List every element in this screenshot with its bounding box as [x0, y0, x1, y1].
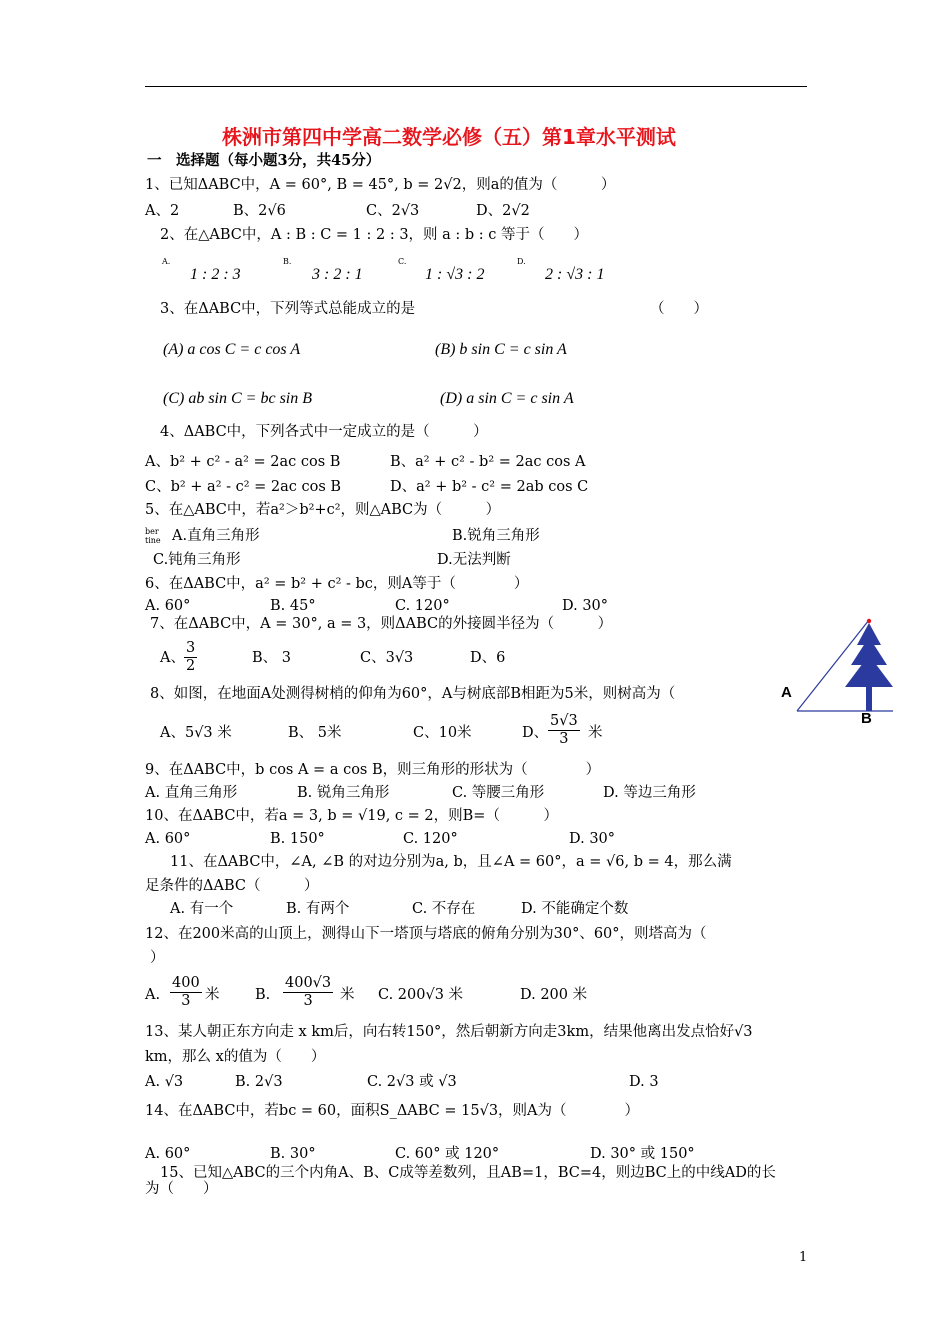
q5-option-b: B.锐角三角形 — [452, 528, 540, 544]
fig-label-b: B — [861, 710, 872, 725]
q6-stem: 6、在ΔABC中，a² = b² + c² - bc，则A等于（ ） — [145, 576, 529, 592]
q11-option-a: A. 有一个 — [170, 901, 234, 917]
q8-option-a: A、5√3 米 — [160, 725, 232, 741]
q13-option-c: C. 2√3 或 √3 — [367, 1074, 457, 1090]
q14-option-a: A. 60° — [145, 1146, 191, 1162]
q15-stem-line2: 为（ ） — [145, 1181, 218, 1197]
q5-stem: 5、在△ABC中，若a²＞b²+c²，则△ABC为（ ） — [145, 502, 501, 518]
q8-fraction-denominator: 3 — [559, 730, 569, 747]
q3-option-c: (C) ab sin C = bc sin B — [163, 390, 313, 407]
q10-stem: 10、在ΔABC中，若a = 3, b = √19, c = 2，则B=（ ） — [145, 808, 558, 824]
q6-option-c: C. 120° — [395, 598, 450, 614]
q7-fraction-denominator: 2 — [186, 657, 196, 674]
q14-option-c: C. 60° 或 120° — [395, 1146, 500, 1162]
q15-stem-line1: 15、已知△ABC的三个内角A、B、C成等差数列，且AB=1，BC=4，则边BC上的中线AD的长 — [160, 1165, 776, 1181]
fig-label-a: A — [781, 684, 792, 701]
q11-stem-line1: 11、在ΔABC中，∠A, ∠B 的对边分别为a, b，且∠A = 60°，a = √6, b = 4，那么满 — [170, 854, 732, 870]
q9-option-b: B. 锐角三角形 — [297, 785, 390, 801]
q12-stem-line2: ） — [150, 950, 165, 966]
q2-option-c: 1 : √3 : 2 — [425, 266, 485, 283]
q12-option-a-unit: 米 — [205, 987, 220, 1003]
q2-label-a: A. — [162, 257, 171, 266]
q13-stem-line2: km，那么 x的值为（ ） — [145, 1049, 326, 1065]
q7-option-d: D、6 — [470, 650, 506, 666]
q4-stem: 4、ΔABC中，下列各式中一定成立的是（ ） — [160, 424, 488, 440]
q3-stem: 3、在ΔABC中，下列等式总能成立的是 — [160, 301, 416, 317]
q1-stem: 1、已知ΔABC中，A = 60°, B = 45°, b = 2√2，则a的值为（ ） — [145, 177, 616, 193]
q6-option-b: B. 45° — [270, 598, 316, 614]
tree-top-point — [867, 619, 871, 623]
q13-option-b: B. 2√3 — [235, 1074, 283, 1090]
q12-option-a-fraction — [170, 975, 202, 1009]
q9-option-a: A. 直角三角形 — [145, 785, 238, 801]
q12-option-b-label: B. — [255, 987, 271, 1003]
q1-option-c: C、2√3 — [366, 203, 420, 219]
q12-a-numerator: 400 — [172, 975, 200, 991]
q10-option-d: D. 30° — [569, 831, 616, 847]
q9-option-d: D. 等边三角形 — [603, 785, 696, 801]
q12-option-c: C. 200√3 米 — [378, 987, 464, 1003]
q2-label-b: B. — [283, 257, 292, 266]
q9-stem: 9、在ΔABC中，b cos A = a cos B，则三角形的形状为（ ） — [145, 762, 601, 778]
q8-option-b: B、 5米 — [288, 725, 342, 741]
q12-option-b-unit: 米 — [340, 987, 355, 1003]
page-number: 1 — [799, 1250, 808, 1265]
q1-option-d: D、2√2 — [476, 203, 530, 219]
q3-option-d: (D) a sin C = c sin A — [440, 390, 574, 407]
q11-option-d: D. 不能确定个数 — [521, 901, 629, 917]
q13-stem-line1: 13、某人朝正东方向走 x km后，向右转150°，然后朝新方向走3km，结果他离出发点恰好√3 — [145, 1024, 753, 1040]
q5-option-a: A.直角三角形 — [172, 528, 260, 544]
q8-option-d-fraction — [548, 713, 580, 747]
q5-option-c: C.钝角三角形 — [153, 552, 241, 568]
q7-option-c: C、3√3 — [360, 650, 414, 666]
q11-stem-line2: 足条件的ΔABC（ ） — [145, 878, 319, 894]
tree-figure — [775, 615, 905, 725]
q2-label-c: C. — [398, 257, 407, 266]
q8-fraction-numerator: 5√3 — [550, 713, 578, 729]
q8-stem: 8、如图，在地面A处测得树梢的仰角为60°，A与树底部B相距为5米，则树高为（ — [150, 686, 676, 702]
q12-option-d: D. 200 米 — [520, 987, 588, 1003]
q7-option-b: B、 3 — [252, 650, 291, 666]
q4-option-d: D、a² + b² - c² = 2ab cos C — [390, 479, 589, 495]
q13-option-d: D. 3 — [629, 1074, 659, 1090]
q7-fraction-numerator: 3 — [186, 640, 196, 656]
q2-option-a: 1 : 2 : 3 — [190, 266, 241, 283]
q14-option-b: B. 30° — [270, 1146, 316, 1162]
q1-option-a: A、2 — [145, 203, 180, 219]
q7-option-a-fraction — [184, 640, 197, 674]
q2-option-b: 3 : 2 : 1 — [312, 266, 363, 283]
q14-option-d: D. 30° 或 150° — [590, 1146, 695, 1162]
q10-option-b: B. 150° — [270, 831, 325, 847]
q12-option-b-fraction — [283, 975, 333, 1009]
q6-option-d: D. 30° — [562, 598, 609, 614]
q2-option-d: 2 : √3 : 1 — [545, 266, 605, 283]
q7-option-a-label: A、 — [160, 650, 185, 666]
section-heading: 一 选择题（每小题3分，共45分） — [147, 152, 381, 169]
q1-option-b: B、2√6 — [233, 203, 286, 219]
q4-option-c: C、b² + a² - c² = 2ac cos B — [145, 479, 342, 495]
q4-option-b: B、a² + c² - b² = 2ac cos A — [390, 454, 586, 470]
q11-option-c: C. 不存在 — [412, 901, 476, 917]
q7-stem: 7、在ΔABC中，A = 30°, a = 3，则ΔABC的外接圆半径为（ ） — [150, 616, 613, 632]
q12-a-denominator: 3 — [181, 992, 191, 1009]
q3-option-a: (A) a cos C = c cos A — [163, 341, 301, 358]
q5-option-d: D.无法判断 — [437, 552, 511, 568]
q14-stem: 14、在ΔABC中，若bc = 60，面积S_ΔABC = 15√3，则A为（ ） — [145, 1103, 640, 1119]
q12-option-a-label: A. — [145, 987, 161, 1003]
q10-option-c: C. 120° — [403, 831, 458, 847]
q12-stem-line1: 12、在200米高的山顶上，测得山下一塔顶与塔底的俯角分别为30°、60°，则塔高为（ — [145, 926, 707, 942]
header-rule — [145, 86, 807, 87]
q8-option-d-label: D、 — [522, 725, 549, 741]
q2-stem: 2、在△ABC中，A : B : C = 1 : 2 : 3，则 a : b : c 等于（ ） — [160, 227, 589, 243]
q10-option-a: A. 60° — [145, 831, 191, 847]
q3-answer-paren: （ ） — [650, 301, 708, 317]
q11-option-b: B. 有两个 — [286, 901, 350, 917]
q12-b-denominator: 3 — [303, 992, 313, 1009]
q5-mark: ber tine — [145, 527, 161, 545]
q12-b-numerator: 400√3 — [285, 975, 332, 991]
q13-option-a: A. √3 — [145, 1074, 184, 1090]
q2-label-d: D. — [517, 257, 526, 266]
q8-option-c: C、10米 — [413, 725, 472, 741]
page-title: 株洲市第四中学高二数学必修（五）第1章水平测试 — [222, 125, 676, 149]
q4-option-a: A、b² + c² - a² = 2ac cos B — [145, 454, 341, 470]
q8-option-d-unit: 米 — [588, 725, 603, 741]
q9-option-c: C. 等腰三角形 — [452, 785, 545, 801]
q6-option-a: A. 60° — [145, 598, 191, 614]
q3-option-b: (B) b sin C = c sin A — [435, 341, 567, 358]
